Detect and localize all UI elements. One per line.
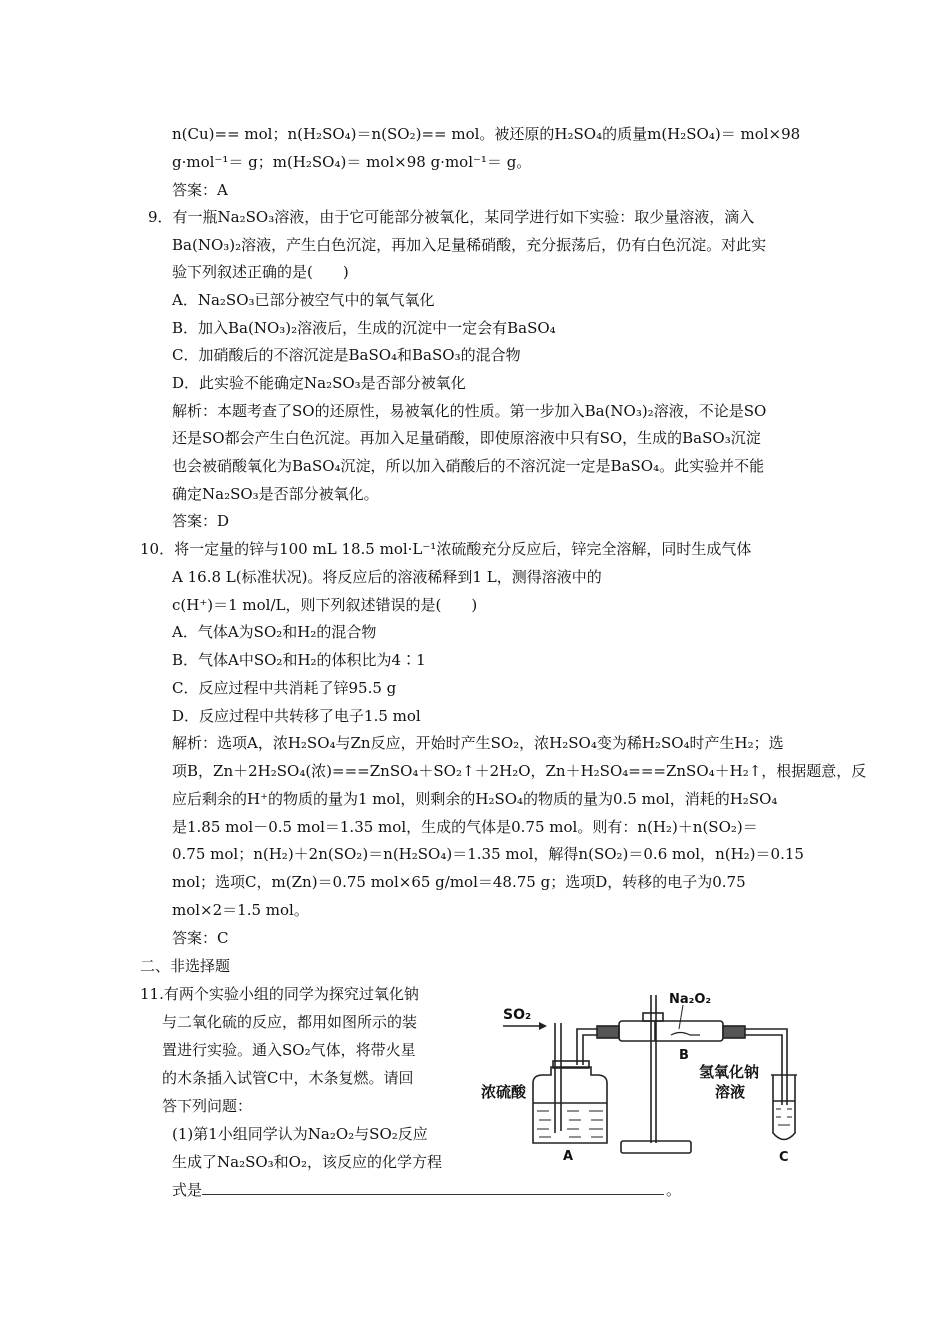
text-line: n(Cu)== mol；n(H₂SO₄)＝n(SO₂)== mol。被还原的H₂SO₄的质量m(H₂SO₄)＝ mol×98 [172,125,801,143]
sub-question-1: 生成了Na₂SO₃和O₂，该反应的化学方程 [172,1153,442,1171]
question-9-stem: Ba(NO₃)₂溶液，产生白色沉淀，再加入足量稀硝酸，充分振荡后，仍有白色沉淀。对此实 [172,236,767,254]
answer-line: 答案：C [172,929,229,947]
explanation-line: mol×2＝1.5 mol。 [172,901,309,919]
option-c: C．加硝酸后的不溶沉淀是BaSO₄和BaSO₃的混合物 [172,346,521,364]
option-a: A．Na₂SO₃已部分被空气中的氧气氧化 [172,291,435,309]
option-c: C．反应过程中共消耗了锌95.5 g [172,679,397,697]
explanation-line: 解析：本题考查了SO的还原性，易被氧化的性质。第一步加入Ba(NO₃)₂溶液，不论是SO [172,402,767,420]
question-11-stem: 的木条插入试管C中，木条复燃。请回 [162,1069,414,1087]
option-d: D．反应过程中共转移了电子1.5 mol [172,707,421,725]
option-b: B．气体A中SO₂和H₂的体积比为4∶1 [172,651,426,669]
c-label: C [779,1150,789,1165]
wash-bottle [533,1067,607,1143]
explanation-line: 也会被硝酸氧化为BaSO₄沉淀，所以加入硝酸后的不溶沉淀一定是BaSO₄。此实验并不能 [172,457,765,475]
explanation-line: 项B，Zn＋2H₂SO₄(浓)===ZnSO₄＋SO₂↑＋2H₂O，Zn＋H₂SO₄===ZnSO₄＋H₂↑，根据题意，反 [172,762,867,780]
reaction-tube [619,1021,723,1041]
na2o2-label: Na₂O₂ [669,992,712,1007]
explanation-line: 是1.85 mol－0.5 mol＝1.35 mol，生成的气体是0.75 mol。则有：n(H₂)＋n(SO₂)＝ [172,818,758,836]
b-label: B [679,1048,689,1063]
period-mark: 。 [666,1181,682,1199]
sub-question-1: 式是 [172,1181,203,1199]
question-9-stem: 9．有一瓶Na₂SO₃溶液，由于它可能部分被氧化，某同学进行如下实验：取少量溶液，滴入 [148,208,755,226]
explanation-line: 确定Na₂SO₃是否部分被氧化。 [172,485,379,503]
explanation-line: 还是SO都会产生白色沉淀。再加入足量硝酸，即使原溶液中只有SO，生成的BaSO₃沉淀 [172,429,761,447]
question-10-stem: 10．将一定量的锌与100 mL 18.5 mol·L⁻¹浓硫酸充分反应后，锌完全溶解，同时生成气体 [140,540,752,558]
explanation-line: 0.75 mol；n(H₂)＋2n(SO₂)＝n(H₂SO₄)＝1.35 mol，解得n(SO₂)＝0.6 mol，n(H₂)＝0.15 [172,845,804,863]
section-heading: 二、非选择题 [140,957,231,975]
question-9-stem: 验下列叙述正确的是( ) [172,263,349,281]
so2-label: SO₂ [503,1007,532,1023]
h2so4-label: 浓硫酸 [481,1083,527,1101]
option-a: A．气体A为SO₂和H₂的混合物 [172,623,377,641]
answer-blank[interactable] [202,1194,664,1195]
naoh-label: 氢氧化钠 [699,1063,760,1081]
sub-question-1: (1)第1小组同学认为Na₂O₂与SO₂反应 [172,1125,428,1143]
question-11-stem: 答下列问题： [162,1097,253,1115]
explanation-line: 解析：选项A，浓H₂SO₄与Zn反应，开始时产生SO₂，浓H₂SO₄变为稀H₂SO₄时产生H₂；选 [172,734,784,752]
question-11-stem: 与二氧化硫的反应，都用如图所示的装 [162,1013,418,1031]
option-d: D．此实验不能确定Na₂SO₃是否部分被氧化 [172,374,466,392]
option-b: B．加入Ba(NO₃)₂溶液后，生成的沉淀中一定会有BaSO₄ [172,319,556,337]
question-10-stem: c(H⁺)＝1 mol/L，则下列叙述错误的是( ) [172,596,478,614]
question-11-stem: 置进行实验。通入SO₂气体，将带火星 [162,1041,416,1059]
test-tube [773,1075,795,1140]
answer-line: 答案：D [172,512,230,530]
naoh-label-2: 溶液 [715,1083,746,1101]
a-label: A [563,1149,574,1164]
answer-line: 答案：A [172,181,228,199]
question-10-stem: A 16.8 L(标准状况)。将反应后的溶液稀释到1 L，测得溶液中的 [172,568,602,586]
question-11-stem: 11.有两个实验小组的同学为探究过氧化钠 [140,985,419,1003]
explanation-line: 应后剩余的H⁺的物质的量为1 mol，则剩余的H₂SO₄的物质的量为0.5 mol，消耗的H₂SO₄ [172,790,778,808]
text-line: g·mol⁻¹＝ g；m(H₂SO₄)＝ mol×98 g·mol⁻¹＝ g。 [172,153,532,171]
apparatus-diagram [481,983,825,1165]
explanation-line: mol；选项C，m(Zn)＝0.75 mol×65 g/mol＝48.75 g；选项D，转移的电子为0.75 [172,873,746,891]
